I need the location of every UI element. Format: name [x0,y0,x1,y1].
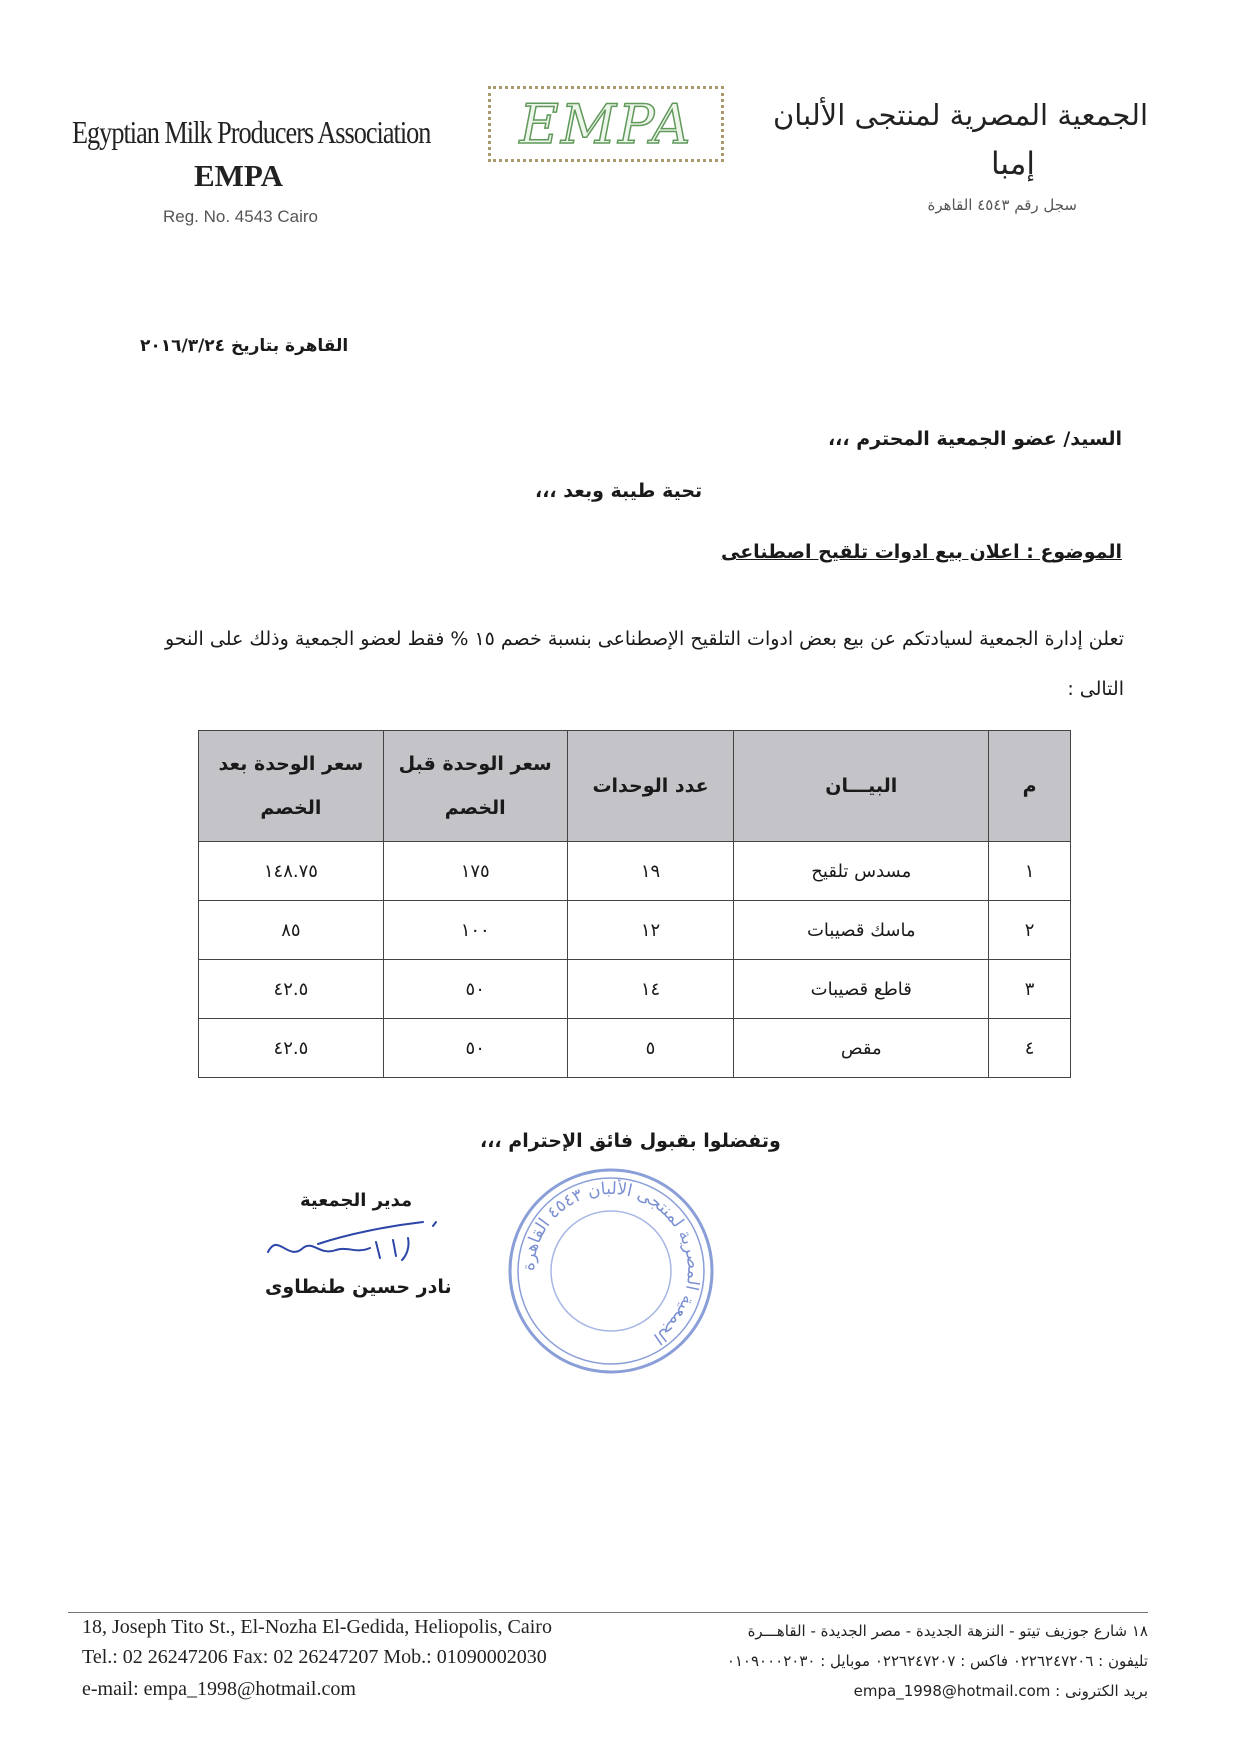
row-price-after: ١٤٨.٧٥ [199,842,384,901]
row-units: ١٢ [567,901,734,960]
footer-arabic-email: بريد الكترونى : empa_1998@hotmail.com [853,1682,1148,1700]
salutation: السيد/ عضو الجمعية المحترم ،،، [827,428,1122,450]
price-table [198,730,1071,1078]
header-index: م [989,731,1071,842]
arabic-association-name: الجمعية المصرية لمنتجى الألبان [772,98,1148,132]
arabic-registration: سجل رقم ٤٥٤٣ القاهرة [927,196,1077,214]
row-units: ١٤ [567,960,734,1019]
closing-line: وتفضلوا بقبول فائق الإحترام ،،، [480,1130,781,1152]
footer-english-address: 18, Joseph Tito St., El-Nozha El-Gedida, Heliopolis, Cairo [82,1616,552,1638]
row-units: ١٩ [567,842,734,901]
row-index: ١ [989,842,1071,901]
table-row [199,960,1071,1019]
greeting: تحية طيبة وبعد ،،، [535,480,703,502]
row-price-before: ٥٠ [383,1019,567,1078]
row-price-before: ١٠٠ [383,901,567,960]
header-price-before: سعر الوحدة قبل الخصم [383,731,567,842]
signer-name: نادر حسين طنطاوى [265,1276,452,1298]
row-price-after: ٤٢.٥ [199,1019,384,1078]
row-description: ماسك قصيبات [734,901,989,960]
letter-date: القاهرة بتاريخ ٢٠١٦/٣/٢٤ [140,336,349,356]
english-registration: Reg. No. 4543 Cairo [163,207,318,226]
subject-line: الموضوع : اعلان بيع ادوات تلقيح اصطناعى [720,541,1122,563]
english-association-name: Egyptian Milk Producers Association [72,114,431,150]
row-index: ٣ [989,960,1071,1019]
arabic-abbreviation: إمبا [990,146,1035,182]
footer-english-phones: Tel.: 02 26247206 Fax: 02 26247207 Mob.: 01090002030 [82,1646,547,1668]
table-header-row [199,731,1071,842]
row-description: مقص [734,1019,989,1078]
stamp-text: الجمعية المصرية لمنتجى الألبان ٤٥٤٣ القاهرة [518,1178,704,1349]
row-units: ٥ [567,1019,734,1078]
row-description: قاطع قصيبات [734,960,989,1019]
header-description: البيـــان [734,731,989,842]
row-price-before: ٥٠ [383,960,567,1019]
row-index: ٤ [989,1019,1071,1078]
announcement-paragraph: تعلن إدارة الجمعية لسيادتكم عن بيع بعض ادوات التلقيح الإصطناعى بنسبة خصم ١٥ % فقط لعضو الجمعية وذلك على النحو التالى : [164,628,1124,700]
footer-english-email: e-mail: empa_1998@hotmail.com [82,1678,356,1700]
empa-logo [488,86,724,162]
table-row [199,842,1071,901]
row-price-after: ٤٢.٥ [199,960,384,1019]
association-stamp [505,1165,717,1377]
row-description: مسدس تلقيح [734,842,989,901]
english-abbreviation: EMPA [194,158,283,193]
header-units: عدد الوحدات [567,731,734,842]
footer-divider [68,1612,1148,1613]
row-price-after: ٨٥ [199,901,384,960]
logo-text: EMPA [519,92,693,156]
header-price-after: سعر الوحدة بعد الخصم [199,731,384,842]
footer-arabic-address: ١٨ شارع جوزيف تيتو - النزهة الجديدة - مصر الجديدة - القاهـــرة [747,1622,1148,1640]
row-index: ٢ [989,901,1071,960]
row-price-before: ١٧٥ [383,842,567,901]
table-row [199,1019,1071,1078]
signature-title: مدير الجمعية [300,1190,413,1211]
handwritten-signature [258,1212,448,1274]
footer-arabic-phones: تليفون : ٠٢٢٦٢٤٧٢٠٦ فاكس : ٠٢٢٦٢٤٧٢٠٧ موبايل : ٠١٠٩٠٠٠٢٠٣٠ [726,1652,1148,1670]
table-row [199,901,1071,960]
